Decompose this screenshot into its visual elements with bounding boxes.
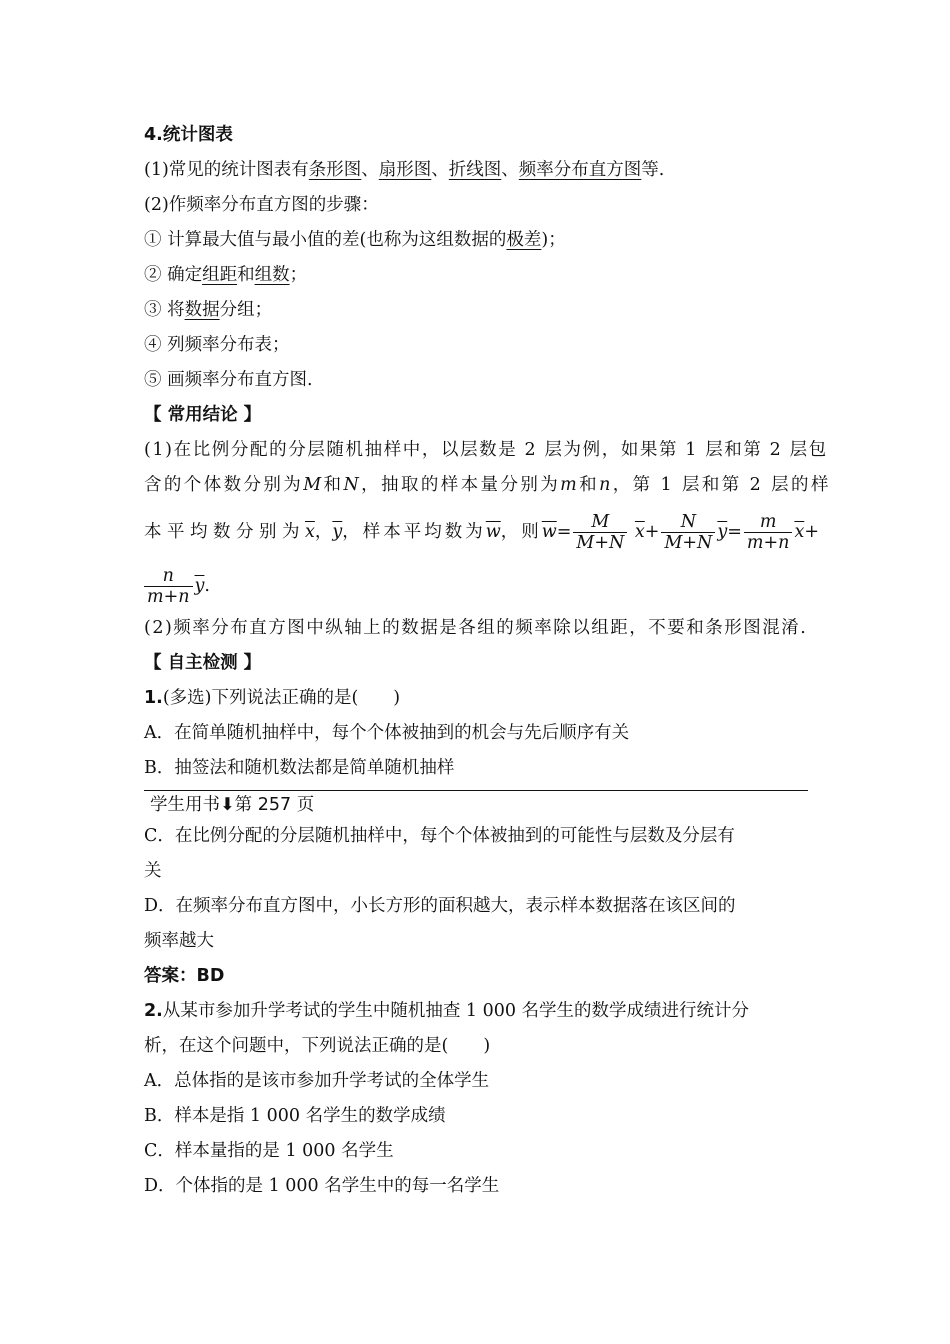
- question-2-option-d: D．个体指的是 1 000 名学生中的每一名学生: [144, 1176, 500, 1196]
- text: (1)常见的统计图表有: [144, 160, 309, 180]
- step-5: ⑤ 画频率分布直方图.: [144, 370, 313, 390]
- text: 和: [237, 265, 255, 285]
- text: 、: [431, 160, 449, 180]
- conclusion-2: (2)频率分布直方图中纵轴上的数据是各组的频率除以组距，不要和条形图混淆.: [144, 618, 808, 638]
- text: 和: [579, 475, 600, 495]
- underlined-term: 数据: [184, 300, 220, 320]
- document-page: [144, 118, 831, 1204]
- text: 含的个体数分别为: [144, 475, 304, 495]
- text: ，则: [500, 522, 542, 542]
- text: ② 确定: [144, 265, 203, 285]
- selfcheck-heading: 【 自主检测 】: [144, 653, 262, 673]
- conclusion-1-line-2: [144, 468, 831, 503]
- conclusion-1-line-3: [144, 503, 819, 561]
- question-1-option-a: A．在简单随机抽样中，每个个体被抽到的机会与先后顺序有关: [144, 723, 630, 743]
- math-var: $\overline{w}$: [541, 522, 557, 542]
- underlined-term: 频率分布直方图: [518, 160, 642, 180]
- underlined-term: 折线图: [448, 160, 502, 180]
- math-var: $\overline{w}$: [485, 522, 501, 542]
- fraction-numerator: m: [744, 512, 793, 533]
- question-1-stem: [144, 681, 808, 716]
- text: =: [556, 522, 572, 542]
- text: 本平均数分别为: [144, 522, 305, 542]
- fraction-numerator: N: [661, 512, 715, 533]
- step-2: [144, 258, 808, 293]
- question-2-option-a: A．总体指的是该市参加升学考试的全体学生: [144, 1071, 490, 1091]
- text: ，样本平均数为: [342, 522, 486, 542]
- question-2-option-b: B．样本是指 1 000 名学生的数学成绩: [144, 1106, 446, 1126]
- conclusions-heading: 【 常用结论 】: [144, 405, 262, 425]
- text: 等.: [641, 160, 665, 180]
- math-var: n: [599, 475, 613, 495]
- fraction-denominator: M+N: [664, 533, 713, 553]
- page-reference: 学生用书⬇第 257 页: [150, 795, 315, 815]
- math-var: $\overline{y}$: [332, 522, 343, 542]
- text: 分组；: [219, 300, 273, 320]
- fraction: [744, 512, 793, 553]
- fraction: [661, 512, 715, 553]
- question-2-option-c: C．样本量指的是 1 000 名学生: [144, 1141, 394, 1161]
- paragraph-chart-types: [144, 153, 808, 188]
- question-1-option-c-line-1: C．在比例分配的分层随机抽样中，每个个体被抽到的可能性与层数及分层有: [144, 826, 735, 846]
- conclusion-1-line-4: [144, 561, 808, 611]
- text: +: [644, 522, 660, 542]
- question-number: 2.: [144, 1001, 163, 1021]
- question-1-option-b: B．抽签法和随机数法都是简单随机抽样: [144, 758, 455, 778]
- section-title: 4.统计图表: [144, 125, 233, 145]
- text: ，: [314, 522, 333, 542]
- paragraph-steps-intro: (2)作频率分布直方图的步骤：: [144, 195, 379, 215]
- text: ① 计算最大值与最小值的差(也称为这组数据的: [144, 230, 507, 250]
- math-var: $\overline{x}$: [305, 522, 315, 542]
- fraction: [144, 566, 193, 607]
- text: ，第 1 层和第 2 层的样: [612, 475, 831, 495]
- underlined-term: 组距: [202, 265, 238, 285]
- text: (多选)下列说法正确的是( ): [162, 688, 401, 708]
- question-2-stem-line-1: [144, 994, 808, 1029]
- math-var: $\overline{y}$: [717, 522, 728, 542]
- step-4: ④ 列频率分布表；: [144, 335, 290, 355]
- math-var: $\overline{x}$: [634, 522, 645, 542]
- math-var: N: [343, 475, 362, 495]
- question-number: 1.: [144, 688, 163, 708]
- text: 、: [501, 160, 519, 180]
- fraction-denominator: m+n: [746, 533, 790, 553]
- text: 和: [323, 475, 344, 495]
- question-1-option-d-line-1: D．在频率分布直方图中，小长方形的面积越大，表示样本数据落在该区间的: [144, 896, 736, 916]
- text: ，抽取的样本量分别为: [361, 475, 561, 495]
- underlined-term: 极差: [506, 230, 542, 250]
- text: .: [204, 576, 210, 596]
- text: 从某市参加升学考试的学生中随机抽查 1 000 名学生的数学成绩进行统计分: [162, 1001, 750, 1021]
- text: =: [727, 522, 742, 542]
- text: ③ 将: [144, 300, 185, 320]
- question-1-option-d-line-2: 频率越大: [144, 931, 214, 951]
- underlined-term: 组数: [254, 265, 290, 285]
- math-var: m: [560, 475, 580, 495]
- fraction-denominator: M+N: [576, 533, 625, 553]
- text: +: [804, 522, 819, 542]
- fraction-numerator: M: [573, 512, 627, 533]
- fraction-denominator: m+n: [147, 587, 190, 607]
- question-1-answer: 答案：BD: [144, 966, 225, 986]
- step-1: [144, 223, 808, 258]
- math-var: $\overline{x}$: [794, 522, 805, 542]
- underlined-term: 条形图: [308, 160, 362, 180]
- question-2-stem-line-2: 析，在这个问题中，下列说法正确的是( ): [144, 1036, 491, 1056]
- question-1-option-c-line-2: 关: [144, 861, 162, 881]
- fraction-numerator: n: [144, 566, 193, 587]
- fraction: [573, 512, 627, 553]
- math-var: $\overline{y}$: [194, 576, 205, 596]
- underlined-term: 扇形图: [378, 160, 432, 180]
- conclusion-1-line-1: (1)在比例分配的分层随机抽样中，以层数是 2 层为例，如果第 1 层和第 2 层包: [144, 440, 828, 460]
- math-var: M: [303, 475, 324, 495]
- text: 、: [361, 160, 379, 180]
- text: )；: [541, 230, 566, 250]
- step-3: [144, 293, 808, 328]
- text: ；: [289, 265, 308, 285]
